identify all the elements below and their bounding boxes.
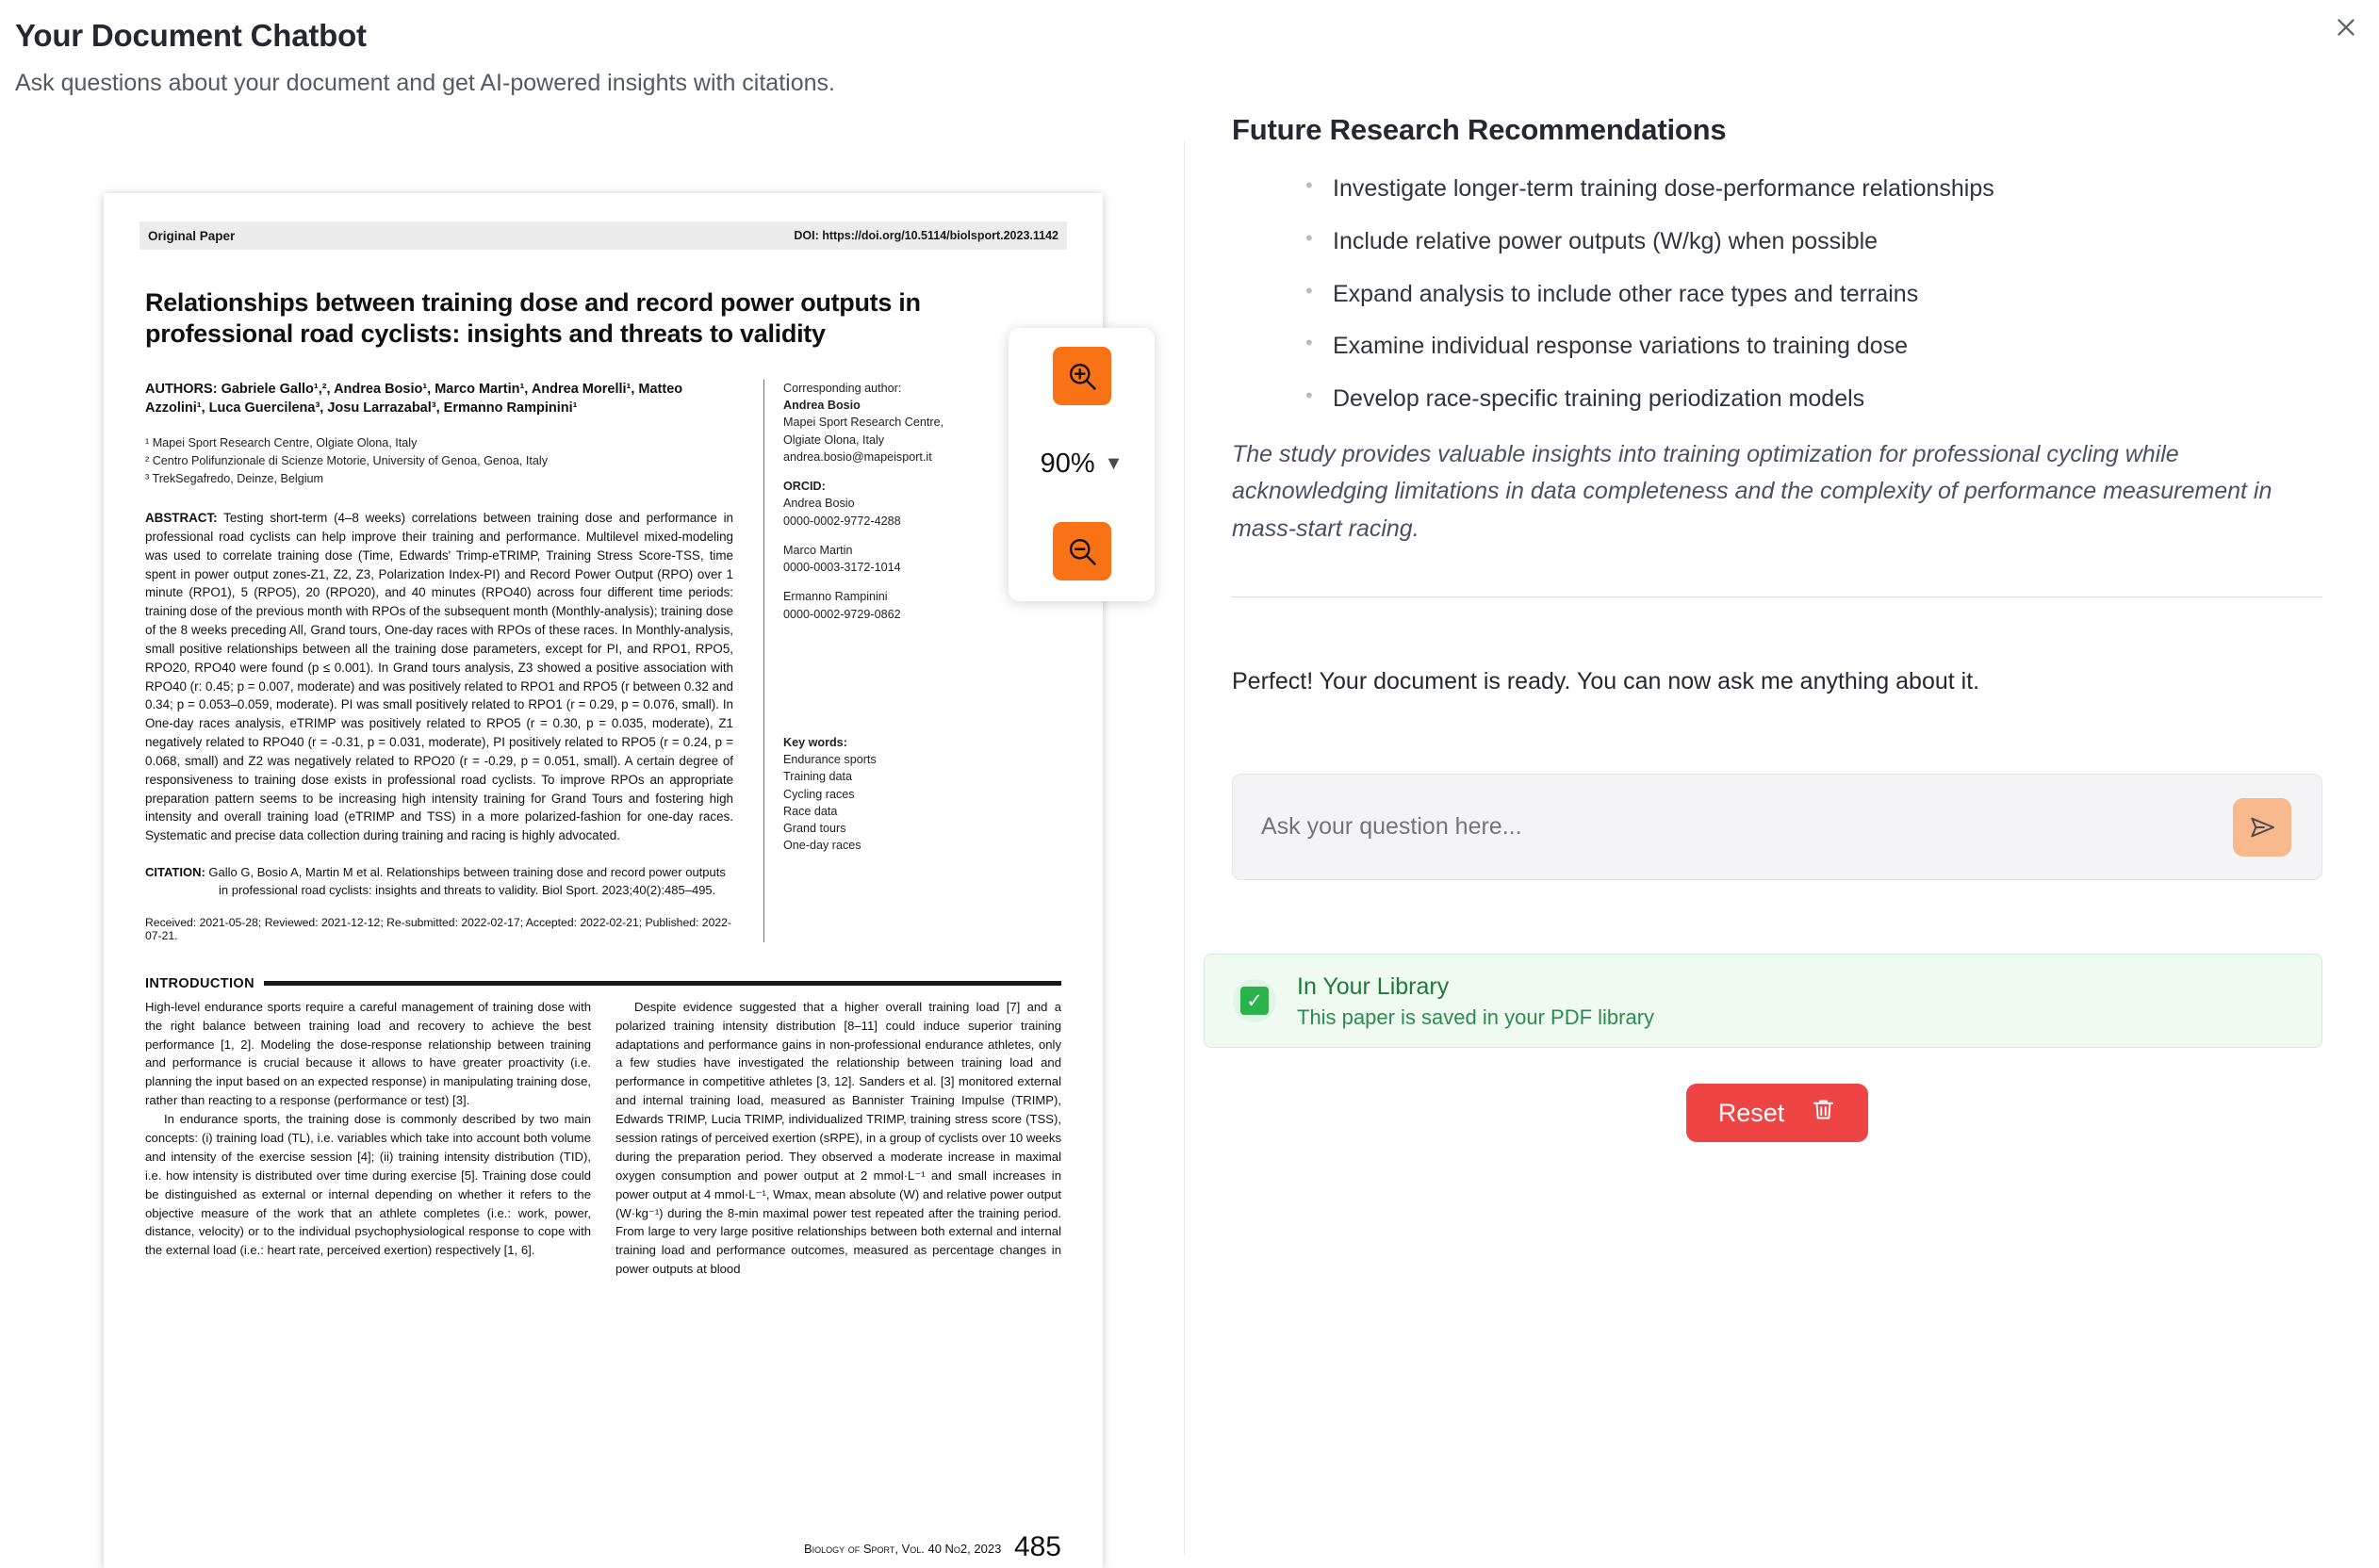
intro-paragraph: Despite evidence suggested that a higher overall training load [7] and a polarized training intensity distribution [8–11] could induce superior training adaptations and performance gains in non-professional endurance athletes, only a few studies have investigated the relationship between training load and performance in competitive athletes [3, 12]. Sanders et al. [3] monitored external and internal training load, measured as Bannister Training Impulse (TRIMP), Edwards TRIMP, Lucia TRIMP, individualized TRIMP, training stress score (TSS), session ratings of perceived exertion (sRPE), in a group of cyclists over 10 weeks during the preparation period. They observed a moderate increase in maximal oxygen consumption and power output at 2 mmol·L⁻¹ and small increases in power output at 4 mmol·L⁻¹, Wmax, mean absolute (W) and relative power output (W·kg⁻¹) during the 8-min maximal power test repeated after the training period. From large to very large positive relationships between both external and internal training load and performance outcomes, measured as percentage changes in power outputs at blood: [615, 999, 1061, 1277]
zoom-out-icon[interactable]: [1053, 522, 1111, 580]
intro-paragraph: High-level endurance sports require a careful management of training dose with the right balance between training load and recovery to achieve the best performance [1, 2]. Modeling the dose-response relationship between training and performance is crucial because it allows to have greater proactivity (i.e. planning the input based on an expected response) in manipulating training dose, rather than reacting to a response (performance or test) [3].: [145, 999, 591, 1108]
pdf-title: Relationships between training dose and record power outputs in professional road cyclists: insights and threats to validity: [145, 288, 921, 348]
keywords-label: Key words:: [783, 735, 847, 749]
check-mark-icon: [1233, 979, 1276, 1022]
pdf-abstract: [145, 509, 733, 845]
corresponding-address-1: Mapei Sport Research Centre,: [783, 416, 944, 430]
library-title: In Your Library: [1297, 972, 1450, 1000]
list-item: • Investigate longer-term training dose-performance relationships: [1232, 173, 2322, 205]
zoom-level-selector[interactable]: [1041, 449, 1124, 480]
footer-journal: Biology of Sport, Vol. 40 No2, 2023: [803, 1542, 1002, 1556]
intro-paragraph: In endurance sports, the training dose is commonly described by two main concepts: (i) training load (TL), i.e. variables which take into account both volume and intensity of the exercise session [4]; (ii) training intensity distribution (TID), i.e. how intensity is distributed over time during exercise [5]. Training dose could be distinguished as external or internal depending on whether it refers to the objective measure of the work that an athlete completes (i.e.: work, power, distance, velocity) or to the individual psychophysiological response to cope with the external load (i.e.: heart rate, perceived exertion) respectively [1, 6].: [145, 1112, 591, 1258]
send-icon[interactable]: [2233, 798, 2291, 857]
pdf-sidebar: [763, 380, 999, 942]
affiliation-item: ² Centro Polifunzionale di Scienze Motorie, University of Genoa, Genoa, Italy: [145, 454, 549, 468]
introduction-heading-label: INTRODUCTION: [145, 975, 254, 991]
reset-row: [1232, 1084, 2322, 1142]
library-text-block: [1297, 972, 1654, 1030]
page-subtitle: Ask questions about your document and get AI-powered insights with citations.: [15, 69, 835, 96]
corresponding-address-2: Olgiate Olona, Italy: [783, 433, 885, 447]
corresponding-email: andrea.bosio@mapeisport.it: [783, 449, 932, 464]
chevron-down-icon: ▼: [1104, 452, 1124, 474]
list-item: • Expand analysis to include other race types and terrains: [1232, 279, 2322, 311]
orcid-label: ORCID:: [783, 480, 826, 494]
orcid-block: [783, 478, 999, 530]
citation-line-2: in professional road cyclists: insights and threats to validity. Biol Sport. 2023;40(2):485–495.: [219, 882, 716, 897]
pdf-main-column: [145, 380, 748, 942]
pdf-doi: DOI: https://doi.org/10.5114/biolsport.2023.1142: [794, 229, 1058, 242]
orcid-block: [783, 588, 999, 623]
introduction-column-1: [145, 998, 591, 1279]
recommendations-list: [1232, 173, 2322, 416]
keyword-item: Race data: [783, 804, 838, 818]
pdf-topbar: [139, 221, 1067, 250]
affiliation-item: ¹ Mapei Sport Research Centre, Olgiate Olona, Italy: [145, 436, 418, 450]
heading-rule: [264, 981, 1061, 986]
pdf-kind-label: Original Paper: [148, 228, 236, 243]
pdf-page: [104, 193, 1103, 1568]
corresponding-name: Andrea Bosio: [783, 399, 861, 413]
recommendations-summary: The study provides valuable insights into training optimization for professional cycling while acknowledging limitations in data completeness and the complexity of performance measurement in mass-start racing.: [1232, 440, 2272, 542]
keywords-block: [783, 734, 999, 855]
zoom-level-value: 90%: [1040, 448, 1095, 479]
abstract-label: ABSTRACT:: [145, 511, 218, 526]
orcid-name: Marco Martin: [783, 543, 853, 557]
keyword-item: Cycling races: [783, 787, 855, 801]
orcid-id: 0000-0002-9729-0862: [783, 607, 901, 621]
pdf-viewer[interactable]: [104, 193, 1103, 1568]
introduction-heading: [145, 976, 1061, 991]
list-item: • Develop race-specific training periodization models: [1232, 384, 2322, 416]
pdf-zoom-controls: [1009, 328, 1155, 601]
introduction-column-2: [615, 998, 1061, 1279]
keyword-item: Training data: [783, 770, 853, 784]
chat-column: [1185, 113, 2379, 1568]
chat-input-container[interactable]: [1232, 774, 2322, 880]
list-item: • Include relative power outputs (W/kg) when possible: [1232, 226, 2322, 258]
citation-label: CITATION:: [145, 865, 205, 880]
keyword-item: Endurance sports: [783, 753, 877, 767]
introduction-columns: [145, 998, 1061, 1279]
affiliation-item: ³ TrekSegafredo, Deinze, Belgium: [145, 472, 323, 486]
corresponding-label: Corresponding author:: [783, 381, 902, 395]
keyword-item: One-day races: [783, 839, 861, 853]
orcid-block: [783, 542, 999, 577]
check-glyph: ✓: [1240, 987, 1269, 1015]
main-columns: [0, 113, 2379, 1568]
library-subtitle: This paper is saved in your PDF library: [1297, 1004, 1655, 1029]
keyword-item: Grand tours: [783, 822, 846, 836]
trash-icon: [1811, 1097, 1836, 1129]
page-title: Your Document Chatbot: [15, 18, 367, 53]
pdf-introduction-section: [145, 976, 1061, 1279]
pdf-authors: [145, 380, 733, 418]
orcid-id: 0000-0003-3172-1014: [783, 561, 901, 575]
pdf-citation: [145, 864, 733, 900]
abstract-text: Testing short-term (4–8 weeks) correlations between training dose and performance in professional road cyclists can help improve their training and performance. Multilevel mixed-modeling was used to correlate training dose (Time, Edwards' Trimp-eTRIMP, Training Stress Score-TSS, time spent in power output zones-Z1, Z2, Z3, Polarization Index-PI) and Record Power Output (RPO) over 1 minute (RPO1), 5 (RPO5), 20 (RPO20), and 40 minutes (RPO40) across four different time periods: training dose of the previous month with RPOs of the subsequent month (Monthly-analysis); training dose of the 8 weeks preceding All, Grand tours, One-day races with RPOs of these races. In Monthly-analysis, small positive relationships between all the training dose parameters, except for PI, and RPO1, RPO5, RPO20, RPO40 were found (p ≤ 0.001). In Grand tours analysis, Z3 showed a positive association with RPO40 (r: 0.45; p = 0.007, moderate) and was positively related to RPO1 and RPO5 (r between 0.32 and 0.34; p = 0.053–0.059, moderate). PI was small positively related to RPO1 (r = 0.29, p = 0.076, small). In One-day races analysis, eTRIMP was positively related to RPO5 (r = 0.30, p = 0.035, moderate), Z1 negatively related to RPO40 (r = -0.31, p = 0.031, moderate), PI positively related to RPO5 (r = 0.24, p = 0.068, small) and Z2 was negatively related to RPO20 (r = -0.29, p = 0.051, small). A certain degree of responsiveness to training dose exists in professional road cyclists. To improve RPOs an appropriate preparation pattern seems to be increasing high intensity training for Grand Tours and fostering high intensity and overall training load (eTRIMP and TSS) in a more polarized-fashion for one-day races. Systematic and precise data collection during training and racing is highly advocated.: [145, 511, 733, 843]
reset-button-label: Reset: [1717, 1098, 1785, 1127]
orcid-id: 0000-0002-9772-4288: [783, 514, 901, 528]
authors-label: AUTHORS:: [145, 381, 218, 397]
zoom-in-icon[interactable]: [1053, 347, 1111, 405]
orcid-name: Ermanno Rampinini: [783, 590, 888, 604]
pdf-header-block: [145, 380, 1061, 942]
assistant-message: Perfect! Your document is ready. You can now ask me anything about it.: [1232, 668, 1980, 695]
library-notice: [1204, 954, 2322, 1048]
reset-button[interactable]: [1686, 1084, 1869, 1142]
recommendations-title: Future Research Recommendations: [1232, 113, 1727, 146]
chat-input[interactable]: [1261, 813, 2233, 841]
pdf-affiliations: [145, 434, 733, 488]
list-item: • Examine individual response variations to training dose: [1232, 331, 2322, 363]
citation-line-1: Gallo G, Bosio A, Martin M et al. Relationships between training dose and record power outputs: [208, 865, 726, 880]
pdf-column: [0, 113, 1184, 1568]
pdf-footer: [104, 1531, 1103, 1563]
pdf-received-dates: Received: 2021-05-28; Reviewed: 2021-12-12; Re-submitted: 2022-02-17; Accepted: 2022-02-21; Published: 2022-07-21.: [145, 915, 731, 942]
divider: [1232, 596, 2322, 597]
app-header: [0, 0, 2379, 97]
authors-names: Gabriele Gallo¹,², Andrea Bosio¹, Marco Martin¹, Andrea Morelli¹, Matteo Azzolini¹, Luca Guercilena³, Josu Larrazabal³, Ermanno Rampinini¹: [145, 381, 683, 416]
orcid-name: Andrea Bosio: [783, 497, 855, 511]
footer-page-number: 485: [1013, 1531, 1061, 1562]
corresponding-author-block: [783, 380, 999, 466]
